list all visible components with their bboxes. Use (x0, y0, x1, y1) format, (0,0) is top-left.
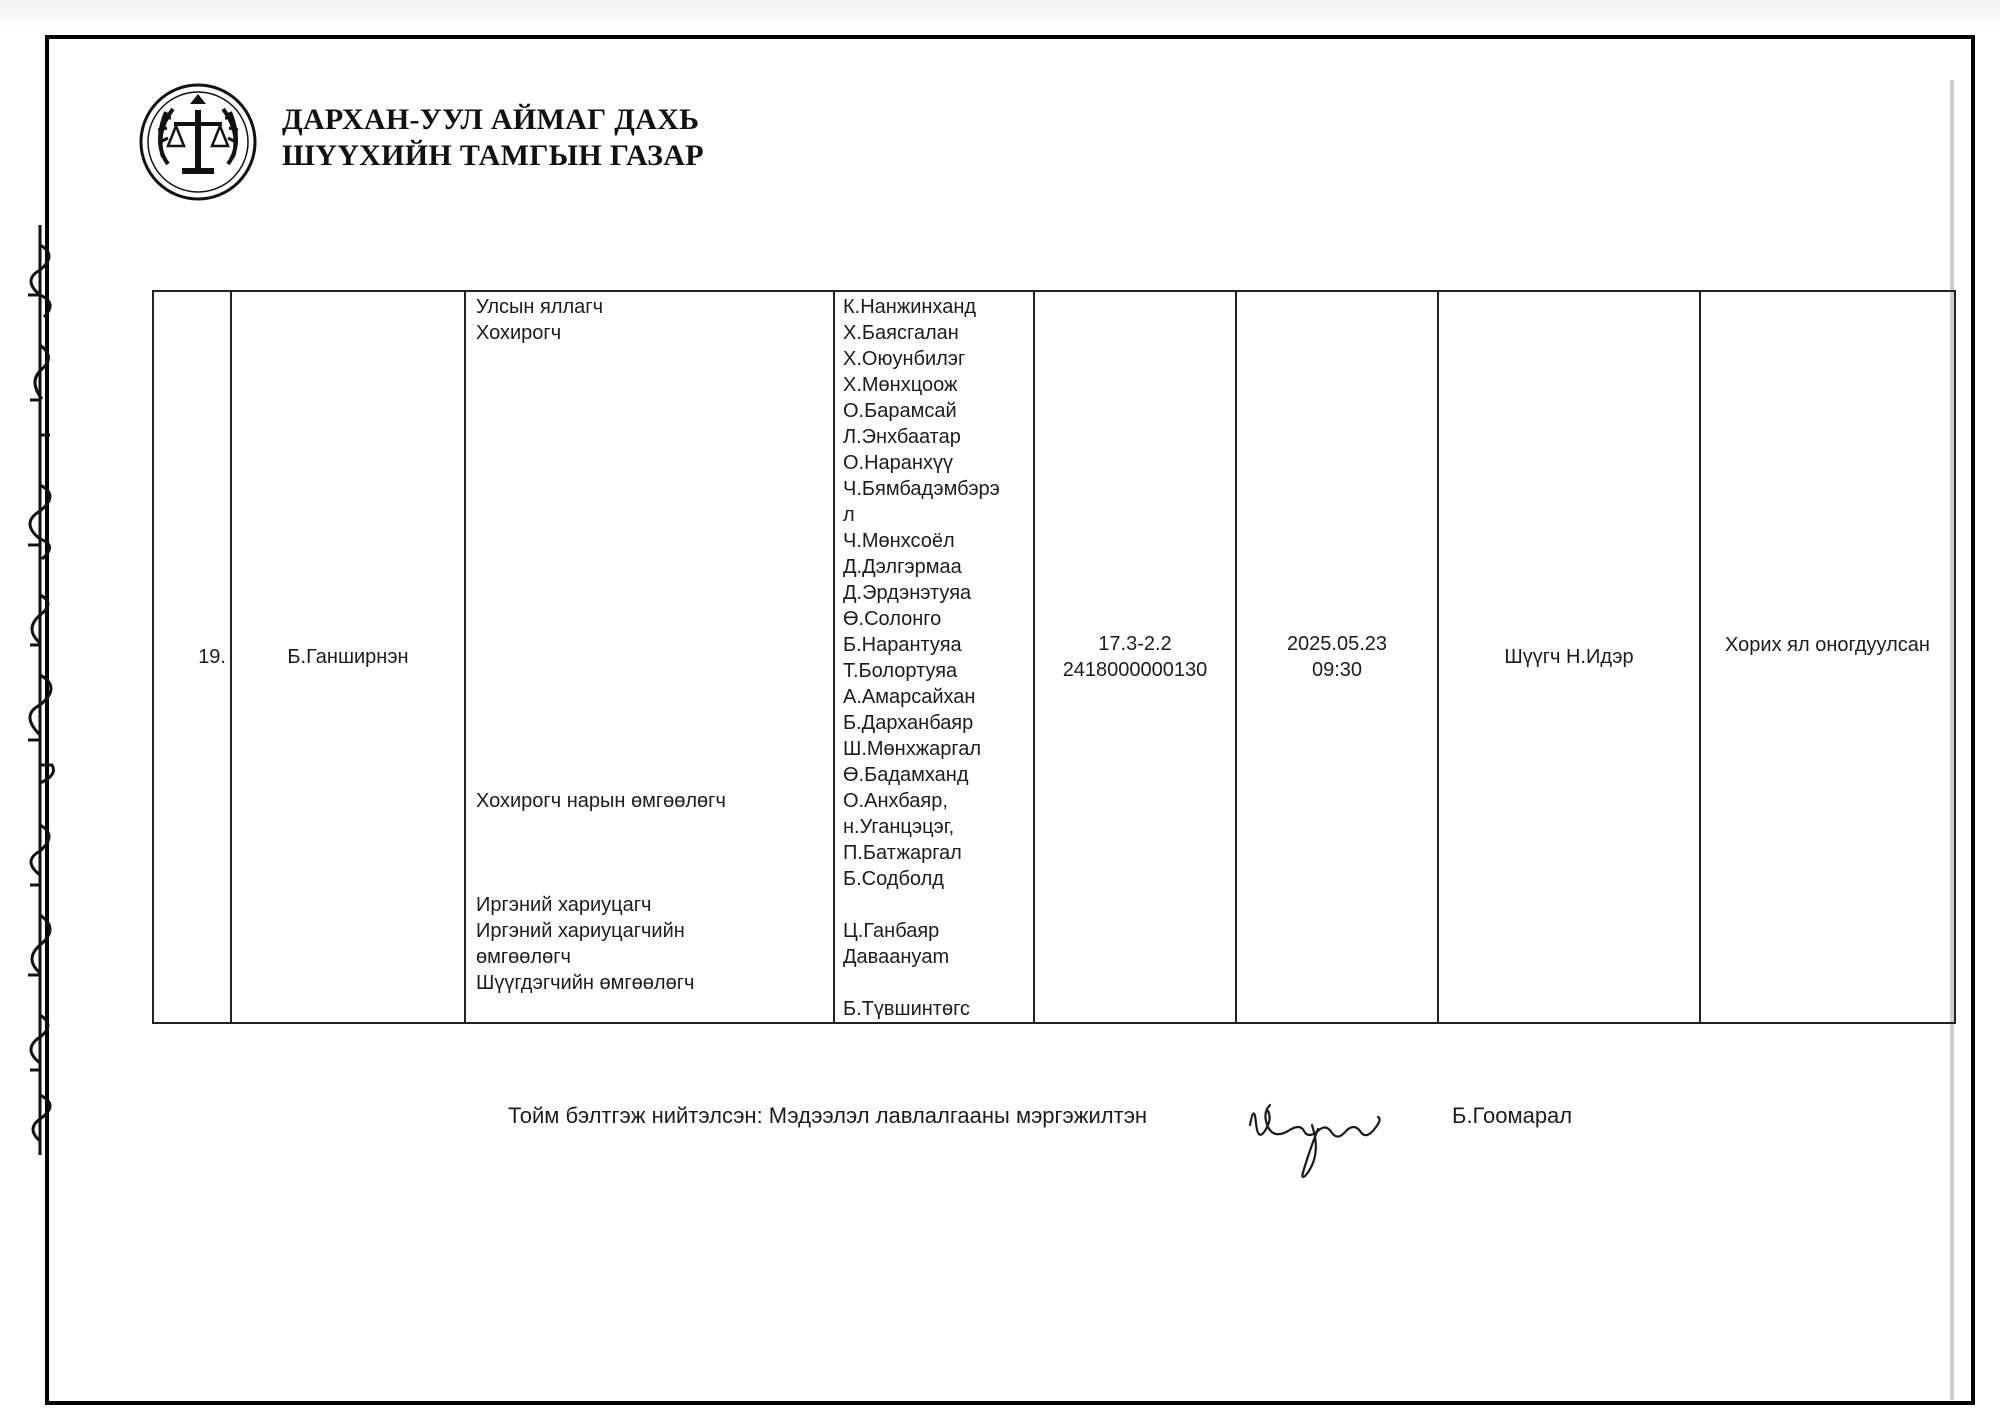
case-number-cell (153, 291, 231, 1023)
list-item: Л.Энхбаатар (843, 426, 961, 448)
judge-cell (1438, 291, 1700, 1023)
list-item: Х.Мөнхцоож (843, 374, 958, 396)
participant-roles-cell (465, 291, 834, 1023)
list-item: О.Анхбаяр, (843, 790, 948, 812)
list-item: А.Амарсайхан (843, 686, 976, 708)
judge-name: Шүүгч Н.Идэр (1504, 646, 1634, 668)
list-item: л (843, 504, 855, 526)
list-item: Б.Содболд (843, 868, 944, 890)
mongolian-script-strip (4, 225, 76, 1155)
list-item: н.Уганцэцэг, (843, 816, 955, 838)
organization-title (282, 102, 704, 174)
list-item: Ө.Бадамханд (843, 764, 969, 786)
role-victims-lawyer: Хохирогч нарын өмгөөлөгч (476, 790, 726, 812)
org-title-line2: ШҮҮХИЙН ТАМГЫН ГАЗАР (282, 139, 704, 172)
list-item: Д.Дэлгэрмаа (843, 556, 962, 578)
list-item: Д.Эрдэнэтуяа (843, 582, 972, 604)
list-item: П.Батжаргал (843, 842, 962, 864)
hearing-datetime-cell (1236, 291, 1438, 1023)
mongolian-script-icon (10, 225, 70, 1155)
list-item: Б.Нарантуяа (843, 634, 962, 656)
case-code: 2418000000130 (1062, 659, 1208, 681)
role-defense-lawyer: Шүүгдэгчийн өмгөөлөгч (476, 972, 695, 994)
list-item: Ө.Солонго (843, 608, 942, 630)
handwritten-signature (1242, 1085, 1412, 1180)
scan-shadow (0, 0, 2000, 30)
prepared-by-note: Тойм бэлтгэж нийтэлсэн: Мэдээлэл лавлалгааны мэргэжилтэн (508, 1103, 1148, 1128)
list-item: Б.Түвшинтөгс (843, 998, 970, 1020)
participant-names-list (843, 292, 1033, 1022)
list-item: Ц.Ганбаяр (843, 920, 940, 942)
verdict-text: Хорих ял оногдуулсан (1725, 634, 1930, 656)
list-item: Х.Оюунбилэг (843, 348, 966, 370)
role-prosecutor: Улсын яллагч (476, 296, 604, 318)
list-item: Даваанyam (843, 946, 950, 968)
org-title-line1: ДАРХАН-УУЛ АЙМАГ ДАХЬ (282, 103, 700, 136)
verdict-cell (1700, 291, 1955, 1023)
list-item: Ч.Мөнхсоёл (843, 530, 955, 552)
hearing-date: 2025.05.23 (1286, 633, 1388, 655)
case-article: 17.3-2.2 (1098, 633, 1172, 655)
role-civil-defendant: Иргэний хариуцагч (476, 894, 652, 916)
hearing-time: 09:30 (1311, 659, 1363, 681)
participant-names-cell (834, 291, 1034, 1023)
list-item: О.Наранхүү (843, 452, 953, 474)
list-item: Х.Баясгалан (843, 322, 959, 344)
case-number: 19. (198, 646, 226, 668)
list-item: Ш.Мөнхжаргал (843, 738, 981, 760)
list-item: О.Барамсай (843, 400, 957, 422)
list-item: Т.Болортуяа (843, 660, 958, 682)
list-item: Б.Дарханбаяр (843, 712, 974, 734)
role-victim: Хохирогч (476, 322, 562, 344)
list-item: К.Нанжинханд (843, 296, 977, 318)
role-civil-defendant-lawyer: Иргэний хариуцагчийн (476, 920, 685, 942)
list-spacer (843, 892, 1033, 918)
court-schedule-table (152, 290, 1956, 1024)
list-spacer (843, 970, 1033, 996)
role-civil-defendant-lawyer-cont: өмгөөлөгч (476, 946, 571, 968)
court-seal-icon (138, 82, 258, 202)
signer-name: Б.Гоомарал (1452, 1103, 1573, 1128)
defendant-name: Б.Ганширнэн (287, 646, 409, 668)
case-info-cell (1034, 291, 1236, 1023)
list-item: Ч.Бямбадэмбэрэ (843, 478, 1000, 500)
table-row (153, 291, 1955, 1023)
defendant-cell (231, 291, 465, 1023)
